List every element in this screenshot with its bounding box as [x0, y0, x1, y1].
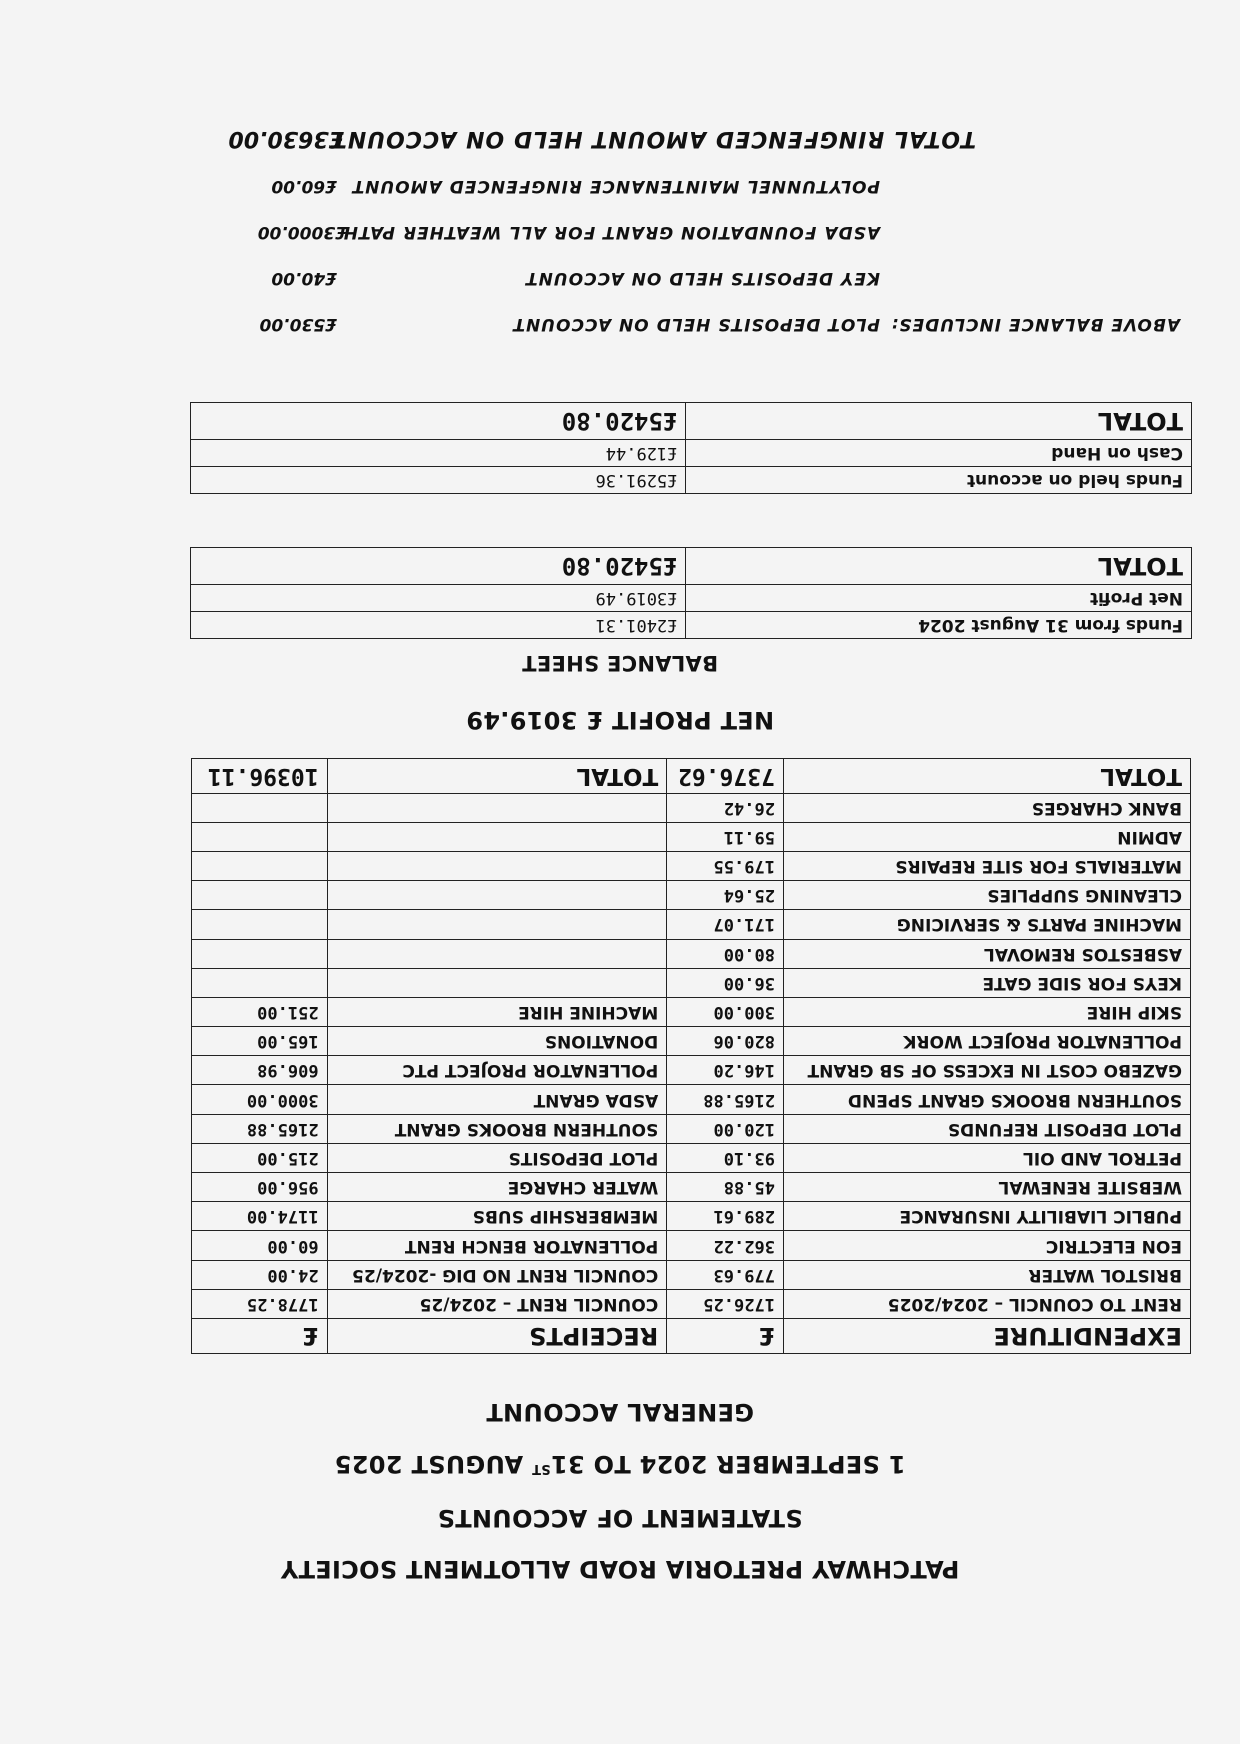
expenditure-amount: 93.10 — [667, 1143, 784, 1172]
ringfenced-total-label: TOTAL RINGFENCED AMOUNT HELD ON ACCOUNT — [330, 126, 976, 151]
expenditure-amount: 59.11 — [667, 822, 784, 851]
expenditure-item: PUBLIC LIABILITY INSURANCE — [783, 1202, 1190, 1231]
table-row — [191, 467, 1192, 494]
table-row — [192, 1289, 1191, 1318]
expenditure-total-label: TOTAL — [783, 758, 1190, 793]
expenditure-item: WEBSITE RENEWAL — [783, 1173, 1190, 1202]
expenditure-item: BRISTOL WATER — [783, 1260, 1190, 1289]
expenditure-item: GAZEBO COST IN EXCESS OF SB GRANT — [783, 1056, 1190, 1085]
receipts-total: 10396.11 — [192, 758, 328, 793]
receipt-item: COUNCIL RENT NO DIG -2024/25 — [327, 1260, 667, 1289]
expenditure-amount: 779.63 — [667, 1260, 784, 1289]
expenditure-amount: 171.07 — [667, 910, 784, 939]
expenditure-amount: 362.22 — [667, 1231, 784, 1260]
note-label: POLYTUNNEL MAINTENANCE RINGFENCED AMOUNT — [351, 176, 880, 196]
receipt-amount: 251.00 — [192, 997, 328, 1026]
table-row — [192, 1114, 1191, 1143]
balance-table-2 — [190, 402, 1192, 494]
expenditure-amount: 36.00 — [667, 968, 784, 997]
expenditure-amount: 179.55 — [667, 852, 784, 881]
expenditure-item: BANK CHARGES — [783, 793, 1190, 822]
balance-total-value: £5420.80 — [191, 403, 686, 440]
header-pound: £ — [192, 1319, 328, 1354]
expenditure-item: SOUTHERN BROOKS GRANT SPEND — [783, 1085, 1190, 1114]
balance-value: £3019.49 — [191, 585, 686, 612]
society-title: PATCHWAY PRETORIA ROAD ALLOTMENT SOCIETY — [280, 1555, 960, 1583]
table-row — [192, 793, 1191, 822]
expenditure-item: PETROL AND OIL — [783, 1143, 1190, 1172]
receipt-item: MEMBERSHIP SUBS — [327, 1202, 667, 1231]
header-expenditure: EXPENDITURE — [783, 1319, 1190, 1354]
balance-value: £5291.36 — [191, 467, 686, 494]
expenditure-item: PLOT DEPOSIT REFUNDS — [783, 1114, 1190, 1143]
expenditure-amount: 2165.88 — [667, 1085, 784, 1114]
expenditure-item: CLEANING SUPPLIES — [783, 881, 1190, 910]
total-row — [191, 548, 1192, 585]
receipt-item: COUNCIL RENT – 2024/25 — [327, 1289, 667, 1318]
expenditure-item: POLLENATOR PROJECT WORK — [783, 1027, 1190, 1056]
expenditure-item: SKIP HIRE — [783, 997, 1190, 1026]
balance-label: Cash on Hand — [686, 440, 1192, 467]
balance-sheet-title: BALANCE SHEET — [521, 651, 719, 675]
period-end: AUGUST 2025 — [334, 1450, 532, 1478]
expenditure-amount: 45.88 — [667, 1173, 784, 1202]
receipt-amount: 24.00 — [192, 1260, 328, 1289]
receipt-item — [327, 910, 667, 939]
expenditure-total: 7376.62 — [667, 758, 784, 793]
balance-total-label: TOTAL — [686, 403, 1192, 440]
balance-label: Funds from 31 August 2024 — [686, 612, 1192, 639]
period-suffix: ST — [531, 1461, 551, 1476]
table-row — [191, 612, 1192, 639]
account-title: GENERAL ACCOUNT — [486, 1398, 754, 1426]
table-row — [191, 440, 1192, 467]
receipt-item: MACHINE HIRE — [327, 997, 667, 1026]
table-row — [192, 852, 1191, 881]
receipt-amount — [192, 881, 328, 910]
period-start: 1 SEPTEMBER 2024 TO 31 — [550, 1450, 906, 1478]
table-row — [192, 1085, 1191, 1114]
receipt-amount: 60.00 — [192, 1231, 328, 1260]
receipt-amount — [192, 968, 328, 997]
table-row — [192, 939, 1191, 968]
table-row — [192, 1260, 1191, 1289]
net-profit: NET PROFIT £ 3019.49 — [465, 706, 775, 734]
receipt-amount: 165.00 — [192, 1027, 328, 1056]
receipt-item — [327, 881, 667, 910]
expenditure-amount: 80.00 — [667, 939, 784, 968]
expenditure-item: RENT TO COUNCIL – 2024/2025 — [783, 1289, 1190, 1318]
table-row — [192, 1173, 1191, 1202]
expenditure-item: KEYS FOR SIDE GATE — [783, 968, 1190, 997]
receipt-item — [327, 968, 667, 997]
table-row — [192, 1231, 1191, 1260]
receipt-amount: 1778.25 — [192, 1289, 328, 1318]
total-row — [191, 403, 1192, 440]
receipt-amount — [192, 939, 328, 968]
ringfenced-total-value: £3630.00 — [228, 126, 344, 151]
total-row — [192, 758, 1191, 793]
receipt-amount — [192, 852, 328, 881]
receipt-item: PLOT DEPOSITS — [327, 1143, 667, 1172]
receipt-amount — [192, 822, 328, 851]
table-row — [192, 910, 1191, 939]
table-row — [192, 881, 1191, 910]
balance-includes-label: ABOVE BALANCE INCLUDES: — [890, 314, 1180, 334]
receipt-amount: 215.00 — [192, 1143, 328, 1172]
expenditure-amount: 146.20 — [667, 1056, 784, 1085]
table-row — [192, 968, 1191, 997]
receipt-amount: 3000.00 — [192, 1085, 328, 1114]
note-label: KEY DEPOSITS HELD ON ACCOUNT — [525, 268, 880, 288]
note-value: £3000.00 — [257, 222, 347, 242]
receipt-item: ASDA GRANT — [327, 1085, 667, 1114]
receipt-amount: 1174.00 — [192, 1202, 328, 1231]
expenditure-amount: 26.42 — [667, 793, 784, 822]
accounts-table — [191, 758, 1191, 1354]
note-value: £530.00 — [259, 314, 337, 334]
expenditure-amount: 289.61 — [667, 1202, 784, 1231]
expenditure-item: ADMIN — [783, 822, 1190, 851]
expenditure-item: EON ELECTRIC — [783, 1231, 1190, 1260]
balance-table-1 — [190, 547, 1192, 639]
receipt-item: DONATIONS — [327, 1027, 667, 1056]
expenditure-amount: 820.06 — [667, 1027, 784, 1056]
balance-label: Funds held on account — [686, 467, 1192, 494]
table-row — [192, 1056, 1191, 1085]
table-row — [192, 1202, 1191, 1231]
receipts-total-label: TOTAL — [327, 758, 667, 793]
note-label: ASDA FOUNDATION GRANT FOR ALL WEATHER PATH — [342, 222, 880, 242]
expenditure-amount: 25.64 — [667, 881, 784, 910]
balance-total-label: TOTAL — [686, 548, 1192, 585]
receipt-item — [327, 939, 667, 968]
receipt-amount — [192, 910, 328, 939]
receipt-item: SOUTHERN BROOKS GRANT — [327, 1114, 667, 1143]
table-row — [192, 1027, 1191, 1056]
table-row — [192, 1143, 1191, 1172]
receipt-item — [327, 793, 667, 822]
balance-label: Net Profit — [686, 585, 1192, 612]
expenditure-amount: 1726.25 — [667, 1289, 784, 1318]
expenditure-item: MATERIALS FOR SITE REPAIRS — [783, 852, 1190, 881]
receipt-item: POLLENATOR PROJECT PTC — [327, 1056, 667, 1085]
receipt-amount: 2165.88 — [192, 1114, 328, 1143]
expenditure-item: ASBESTOS REMOVAL — [783, 939, 1190, 968]
receipt-amount: 606.98 — [192, 1056, 328, 1085]
header-receipts: RECEIPTS — [327, 1319, 667, 1354]
header-pound: £ — [667, 1319, 784, 1354]
note-value: £60.00 — [271, 176, 337, 196]
table-row — [192, 822, 1191, 851]
table-header-row — [192, 1319, 1191, 1354]
period-title — [0, 1450, 1240, 1478]
balance-total-value: £5420.80 — [191, 548, 686, 585]
receipt-item: POLLENATOR BENCH RENT — [327, 1231, 667, 1260]
expenditure-amount: 300.00 — [667, 997, 784, 1026]
expenditure-item: MACHINE PARTS & SERVICING — [783, 910, 1190, 939]
statement-title: STATEMENT OF ACCOUNTS — [437, 1504, 803, 1532]
receipt-item: WATER CHARGE — [327, 1173, 667, 1202]
expenditure-amount: 120.00 — [667, 1114, 784, 1143]
table-row — [191, 585, 1192, 612]
note-label: PLOT DEPOSITS HELD ON ACCOUNT — [512, 314, 880, 334]
receipt-item — [327, 852, 667, 881]
receipt-amount — [192, 793, 328, 822]
table-row — [192, 997, 1191, 1026]
balance-value: £2401.31 — [191, 612, 686, 639]
balance-value: £129.44 — [191, 440, 686, 467]
note-value: £40.00 — [271, 268, 337, 288]
receipt-amount: 956.00 — [192, 1173, 328, 1202]
receipt-item — [327, 822, 667, 851]
